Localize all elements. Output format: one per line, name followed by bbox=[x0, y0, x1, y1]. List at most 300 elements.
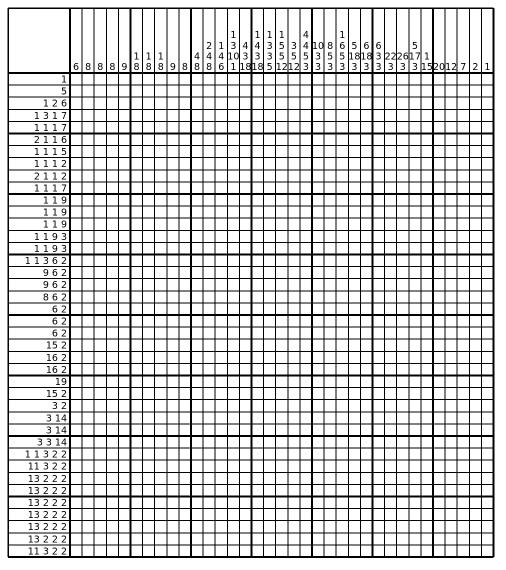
grid-cell[interactable] bbox=[481, 472, 493, 484]
grid-cell[interactable] bbox=[469, 291, 481, 303]
grid-cell[interactable] bbox=[203, 303, 215, 315]
grid-cell[interactable] bbox=[445, 400, 457, 412]
grid-cell[interactable] bbox=[167, 351, 179, 363]
grid-cell[interactable] bbox=[143, 339, 155, 351]
grid-cell[interactable] bbox=[360, 545, 372, 557]
grid-cell[interactable] bbox=[252, 170, 264, 182]
grid-cell[interactable] bbox=[324, 85, 336, 97]
grid-cell[interactable] bbox=[70, 230, 82, 242]
grid-cell[interactable] bbox=[469, 448, 481, 460]
grid-cell[interactable] bbox=[433, 521, 445, 533]
grid-cell[interactable] bbox=[312, 436, 324, 448]
grid-cell[interactable] bbox=[167, 291, 179, 303]
grid-cell[interactable] bbox=[167, 73, 179, 85]
grid-cell[interactable] bbox=[312, 230, 324, 242]
grid-cell[interactable] bbox=[118, 85, 130, 97]
grid-cell[interactable] bbox=[94, 436, 106, 448]
grid-cell[interactable] bbox=[82, 339, 94, 351]
grid-cell[interactable] bbox=[421, 509, 433, 521]
grid-cell[interactable] bbox=[191, 158, 203, 170]
grid-cell[interactable] bbox=[82, 472, 94, 484]
grid-cell[interactable] bbox=[203, 146, 215, 158]
grid-cell[interactable] bbox=[373, 194, 385, 206]
grid-cell[interactable] bbox=[348, 242, 360, 254]
grid-cell[interactable] bbox=[469, 497, 481, 509]
grid-cell[interactable] bbox=[445, 376, 457, 388]
grid-cell[interactable] bbox=[167, 484, 179, 496]
grid-cell[interactable] bbox=[179, 351, 191, 363]
grid-cell[interactable] bbox=[227, 85, 239, 97]
grid-cell[interactable] bbox=[167, 146, 179, 158]
grid-cell[interactable] bbox=[155, 472, 167, 484]
grid-cell[interactable] bbox=[94, 279, 106, 291]
grid-cell[interactable] bbox=[324, 158, 336, 170]
grid-cell[interactable] bbox=[336, 363, 348, 375]
grid-cell[interactable] bbox=[143, 242, 155, 254]
grid-cell[interactable] bbox=[118, 303, 130, 315]
grid-cell[interactable] bbox=[179, 218, 191, 230]
grid-cell[interactable] bbox=[70, 255, 82, 267]
grid-cell[interactable] bbox=[118, 194, 130, 206]
grid-cell[interactable] bbox=[239, 134, 251, 146]
grid-cell[interactable] bbox=[179, 303, 191, 315]
grid-cell[interactable] bbox=[215, 194, 227, 206]
grid-cell[interactable] bbox=[433, 315, 445, 327]
grid-cell[interactable] bbox=[409, 206, 421, 218]
grid-cell[interactable] bbox=[167, 327, 179, 339]
grid-cell[interactable] bbox=[421, 109, 433, 121]
grid-cell[interactable] bbox=[481, 134, 493, 146]
grid-cell[interactable] bbox=[191, 327, 203, 339]
grid-cell[interactable] bbox=[203, 97, 215, 109]
grid-cell[interactable] bbox=[215, 170, 227, 182]
grid-cell[interactable] bbox=[118, 472, 130, 484]
grid-cell[interactable] bbox=[276, 327, 288, 339]
grid-cell[interactable] bbox=[252, 545, 264, 557]
grid-cell[interactable] bbox=[227, 412, 239, 424]
grid-cell[interactable] bbox=[106, 73, 118, 85]
grid-cell[interactable] bbox=[324, 497, 336, 509]
grid-cell[interactable] bbox=[336, 194, 348, 206]
grid-cell[interactable] bbox=[288, 134, 300, 146]
grid-cell[interactable] bbox=[131, 363, 143, 375]
grid-cell[interactable] bbox=[167, 218, 179, 230]
grid-cell[interactable] bbox=[373, 472, 385, 484]
grid-cell[interactable] bbox=[445, 218, 457, 230]
grid-cell[interactable] bbox=[348, 170, 360, 182]
grid-cell[interactable] bbox=[288, 436, 300, 448]
grid-cell[interactable] bbox=[373, 521, 385, 533]
grid-cell[interactable] bbox=[94, 533, 106, 545]
grid-cell[interactable] bbox=[300, 412, 312, 424]
grid-cell[interactable] bbox=[288, 158, 300, 170]
grid-cell[interactable] bbox=[445, 484, 457, 496]
grid-cell[interactable] bbox=[155, 97, 167, 109]
grid-cell[interactable] bbox=[445, 121, 457, 133]
grid-cell[interactable] bbox=[445, 315, 457, 327]
grid-cell[interactable] bbox=[300, 97, 312, 109]
grid-cell[interactable] bbox=[385, 315, 397, 327]
grid-cell[interactable] bbox=[203, 545, 215, 557]
grid-cell[interactable] bbox=[385, 303, 397, 315]
grid-cell[interactable] bbox=[239, 497, 251, 509]
grid-cell[interactable] bbox=[264, 436, 276, 448]
grid-cell[interactable] bbox=[215, 146, 227, 158]
grid-cell[interactable] bbox=[191, 472, 203, 484]
grid-cell[interactable] bbox=[409, 521, 421, 533]
grid-cell[interactable] bbox=[312, 509, 324, 521]
grid-cell[interactable] bbox=[252, 460, 264, 472]
grid-cell[interactable] bbox=[227, 267, 239, 279]
grid-cell[interactable] bbox=[118, 400, 130, 412]
grid-cell[interactable] bbox=[215, 351, 227, 363]
grid-cell[interactable] bbox=[385, 121, 397, 133]
grid-cell[interactable] bbox=[360, 315, 372, 327]
grid-cell[interactable] bbox=[106, 533, 118, 545]
grid-cell[interactable] bbox=[385, 182, 397, 194]
grid-cell[interactable] bbox=[94, 73, 106, 85]
grid-cell[interactable] bbox=[457, 376, 469, 388]
grid-cell[interactable] bbox=[264, 134, 276, 146]
grid-cell[interactable] bbox=[131, 73, 143, 85]
grid-cell[interactable] bbox=[94, 339, 106, 351]
grid-cell[interactable] bbox=[373, 73, 385, 85]
grid-cell[interactable] bbox=[445, 267, 457, 279]
grid-cell[interactable] bbox=[288, 376, 300, 388]
grid-cell[interactable] bbox=[469, 351, 481, 363]
grid-cell[interactable] bbox=[300, 194, 312, 206]
grid-cell[interactable] bbox=[203, 327, 215, 339]
grid-cell[interactable] bbox=[203, 170, 215, 182]
grid-cell[interactable] bbox=[433, 545, 445, 557]
grid-cell[interactable] bbox=[409, 85, 421, 97]
grid-cell[interactable] bbox=[167, 521, 179, 533]
grid-cell[interactable] bbox=[131, 291, 143, 303]
grid-cell[interactable] bbox=[106, 509, 118, 521]
grid-cell[interactable] bbox=[397, 497, 409, 509]
grid-cell[interactable] bbox=[336, 315, 348, 327]
grid-cell[interactable] bbox=[106, 351, 118, 363]
grid-cell[interactable] bbox=[264, 484, 276, 496]
grid-cell[interactable] bbox=[276, 376, 288, 388]
grid-cell[interactable] bbox=[82, 533, 94, 545]
grid-cell[interactable] bbox=[70, 218, 82, 230]
grid-cell[interactable] bbox=[118, 97, 130, 109]
grid-cell[interactable] bbox=[264, 255, 276, 267]
grid-cell[interactable] bbox=[143, 424, 155, 436]
grid-cell[interactable] bbox=[143, 448, 155, 460]
grid-cell[interactable] bbox=[373, 448, 385, 460]
grid-cell[interactable] bbox=[167, 460, 179, 472]
grid-cell[interactable] bbox=[143, 545, 155, 557]
grid-cell[interactable] bbox=[143, 97, 155, 109]
grid-cell[interactable] bbox=[155, 85, 167, 97]
grid-cell[interactable] bbox=[373, 327, 385, 339]
grid-cell[interactable] bbox=[118, 448, 130, 460]
grid-cell[interactable] bbox=[433, 230, 445, 242]
grid-cell[interactable] bbox=[155, 303, 167, 315]
grid-cell[interactable] bbox=[457, 97, 469, 109]
grid-cell[interactable] bbox=[143, 521, 155, 533]
grid-cell[interactable] bbox=[433, 424, 445, 436]
grid-cell[interactable] bbox=[373, 230, 385, 242]
grid-cell[interactable] bbox=[300, 315, 312, 327]
grid-cell[interactable] bbox=[360, 448, 372, 460]
grid-cell[interactable] bbox=[288, 218, 300, 230]
grid-cell[interactable] bbox=[445, 521, 457, 533]
grid-cell[interactable] bbox=[70, 97, 82, 109]
grid-cell[interactable] bbox=[409, 424, 421, 436]
grid-cell[interactable] bbox=[252, 194, 264, 206]
grid-cell[interactable] bbox=[397, 134, 409, 146]
grid-cell[interactable] bbox=[106, 339, 118, 351]
grid-cell[interactable] bbox=[433, 436, 445, 448]
grid-cell[interactable] bbox=[481, 121, 493, 133]
grid-cell[interactable] bbox=[276, 545, 288, 557]
grid-cell[interactable] bbox=[70, 424, 82, 436]
grid-cell[interactable] bbox=[70, 267, 82, 279]
grid-cell[interactable] bbox=[264, 497, 276, 509]
grid-cell[interactable] bbox=[143, 351, 155, 363]
grid-cell[interactable] bbox=[421, 218, 433, 230]
grid-cell[interactable] bbox=[227, 255, 239, 267]
grid-cell[interactable] bbox=[481, 351, 493, 363]
grid-cell[interactable] bbox=[264, 521, 276, 533]
grid-cell[interactable] bbox=[433, 97, 445, 109]
grid-cell[interactable] bbox=[94, 206, 106, 218]
grid-cell[interactable] bbox=[106, 242, 118, 254]
grid-cell[interactable] bbox=[348, 339, 360, 351]
grid-cell[interactable] bbox=[264, 460, 276, 472]
grid-cell[interactable] bbox=[397, 170, 409, 182]
grid-cell[interactable] bbox=[70, 146, 82, 158]
grid-cell[interactable] bbox=[143, 170, 155, 182]
grid-cell[interactable] bbox=[348, 424, 360, 436]
grid-cell[interactable] bbox=[373, 121, 385, 133]
grid-cell[interactable] bbox=[457, 279, 469, 291]
grid-cell[interactable] bbox=[457, 388, 469, 400]
grid-cell[interactable] bbox=[324, 448, 336, 460]
grid-cell[interactable] bbox=[155, 497, 167, 509]
grid-cell[interactable] bbox=[348, 255, 360, 267]
grid-cell[interactable] bbox=[324, 315, 336, 327]
grid-cell[interactable] bbox=[143, 497, 155, 509]
grid-cell[interactable] bbox=[239, 545, 251, 557]
grid-cell[interactable] bbox=[179, 533, 191, 545]
grid-cell[interactable] bbox=[288, 448, 300, 460]
grid-cell[interactable] bbox=[167, 363, 179, 375]
grid-cell[interactable] bbox=[82, 545, 94, 557]
grid-cell[interactable] bbox=[179, 158, 191, 170]
grid-cell[interactable] bbox=[215, 230, 227, 242]
grid-cell[interactable] bbox=[457, 509, 469, 521]
grid-cell[interactable] bbox=[421, 388, 433, 400]
grid-cell[interactable] bbox=[106, 85, 118, 97]
grid-cell[interactable] bbox=[457, 267, 469, 279]
grid-cell[interactable] bbox=[167, 448, 179, 460]
grid-cell[interactable] bbox=[373, 267, 385, 279]
grid-cell[interactable] bbox=[348, 279, 360, 291]
grid-cell[interactable] bbox=[143, 255, 155, 267]
grid-cell[interactable] bbox=[239, 97, 251, 109]
grid-cell[interactable] bbox=[360, 279, 372, 291]
grid-cell[interactable] bbox=[191, 400, 203, 412]
grid-cell[interactable] bbox=[203, 400, 215, 412]
grid-cell[interactable] bbox=[360, 363, 372, 375]
grid-cell[interactable] bbox=[70, 158, 82, 170]
grid-cell[interactable] bbox=[143, 315, 155, 327]
grid-cell[interactable] bbox=[131, 97, 143, 109]
grid-cell[interactable] bbox=[143, 182, 155, 194]
grid-cell[interactable] bbox=[433, 279, 445, 291]
grid-cell[interactable] bbox=[433, 255, 445, 267]
grid-cell[interactable] bbox=[373, 109, 385, 121]
grid-cell[interactable] bbox=[239, 412, 251, 424]
grid-cell[interactable] bbox=[457, 339, 469, 351]
grid-cell[interactable] bbox=[215, 327, 227, 339]
grid-cell[interactable] bbox=[457, 351, 469, 363]
grid-cell[interactable] bbox=[373, 436, 385, 448]
grid-cell[interactable] bbox=[312, 182, 324, 194]
grid-cell[interactable] bbox=[469, 460, 481, 472]
grid-cell[interactable] bbox=[481, 545, 493, 557]
grid-cell[interactable] bbox=[179, 206, 191, 218]
grid-cell[interactable] bbox=[336, 206, 348, 218]
grid-cell[interactable] bbox=[373, 146, 385, 158]
grid-cell[interactable] bbox=[469, 230, 481, 242]
grid-cell[interactable] bbox=[360, 230, 372, 242]
grid-cell[interactable] bbox=[397, 279, 409, 291]
grid-cell[interactable] bbox=[118, 279, 130, 291]
grid-cell[interactable] bbox=[457, 400, 469, 412]
grid-cell[interactable] bbox=[82, 291, 94, 303]
grid-cell[interactable] bbox=[360, 497, 372, 509]
grid-cell[interactable] bbox=[252, 424, 264, 436]
grid-cell[interactable] bbox=[82, 109, 94, 121]
grid-cell[interactable] bbox=[445, 303, 457, 315]
grid-cell[interactable] bbox=[131, 388, 143, 400]
grid-cell[interactable] bbox=[264, 267, 276, 279]
grid-cell[interactable] bbox=[94, 509, 106, 521]
grid-cell[interactable] bbox=[373, 255, 385, 267]
grid-cell[interactable] bbox=[227, 497, 239, 509]
grid-cell[interactable] bbox=[348, 363, 360, 375]
grid-cell[interactable] bbox=[312, 460, 324, 472]
grid-cell[interactable] bbox=[336, 436, 348, 448]
grid-cell[interactable] bbox=[191, 388, 203, 400]
grid-cell[interactable] bbox=[155, 206, 167, 218]
grid-cell[interactable] bbox=[106, 146, 118, 158]
grid-cell[interactable] bbox=[481, 73, 493, 85]
grid-cell[interactable] bbox=[312, 109, 324, 121]
grid-cell[interactable] bbox=[421, 448, 433, 460]
grid-cell[interactable] bbox=[385, 97, 397, 109]
grid-cell[interactable] bbox=[215, 545, 227, 557]
grid-cell[interactable] bbox=[288, 267, 300, 279]
grid-cell[interactable] bbox=[203, 363, 215, 375]
grid-cell[interactable] bbox=[203, 460, 215, 472]
grid-cell[interactable] bbox=[191, 230, 203, 242]
grid-cell[interactable] bbox=[312, 279, 324, 291]
grid-cell[interactable] bbox=[143, 363, 155, 375]
grid-cell[interactable] bbox=[155, 73, 167, 85]
grid-cell[interactable] bbox=[373, 533, 385, 545]
grid-cell[interactable] bbox=[252, 279, 264, 291]
grid-cell[interactable] bbox=[191, 170, 203, 182]
grid-cell[interactable] bbox=[276, 400, 288, 412]
grid-cell[interactable] bbox=[385, 376, 397, 388]
grid-cell[interactable] bbox=[131, 218, 143, 230]
grid-cell[interactable] bbox=[155, 521, 167, 533]
grid-cell[interactable] bbox=[118, 121, 130, 133]
grid-cell[interactable] bbox=[276, 218, 288, 230]
grid-cell[interactable] bbox=[409, 230, 421, 242]
grid-cell[interactable] bbox=[239, 327, 251, 339]
grid-cell[interactable] bbox=[252, 327, 264, 339]
grid-cell[interactable] bbox=[360, 97, 372, 109]
grid-cell[interactable] bbox=[143, 376, 155, 388]
grid-cell[interactable] bbox=[82, 85, 94, 97]
grid-cell[interactable] bbox=[276, 121, 288, 133]
grid-cell[interactable] bbox=[276, 497, 288, 509]
grid-cell[interactable] bbox=[481, 339, 493, 351]
grid-cell[interactable] bbox=[215, 497, 227, 509]
grid-cell[interactable] bbox=[481, 436, 493, 448]
grid-cell[interactable] bbox=[239, 509, 251, 521]
grid-cell[interactable] bbox=[106, 460, 118, 472]
grid-cell[interactable] bbox=[167, 85, 179, 97]
grid-cell[interactable] bbox=[203, 134, 215, 146]
grid-cell[interactable] bbox=[70, 73, 82, 85]
grid-cell[interactable] bbox=[252, 85, 264, 97]
grid-cell[interactable] bbox=[373, 460, 385, 472]
grid-cell[interactable] bbox=[82, 206, 94, 218]
grid-cell[interactable] bbox=[457, 303, 469, 315]
grid-cell[interactable] bbox=[118, 388, 130, 400]
grid-cell[interactable] bbox=[252, 146, 264, 158]
grid-cell[interactable] bbox=[469, 376, 481, 388]
grid-cell[interactable] bbox=[373, 497, 385, 509]
grid-cell[interactable] bbox=[227, 218, 239, 230]
grid-cell[interactable] bbox=[106, 521, 118, 533]
grid-cell[interactable] bbox=[82, 436, 94, 448]
grid-cell[interactable] bbox=[276, 339, 288, 351]
grid-cell[interactable] bbox=[191, 279, 203, 291]
grid-cell[interactable] bbox=[227, 303, 239, 315]
grid-cell[interactable] bbox=[445, 134, 457, 146]
grid-cell[interactable] bbox=[348, 109, 360, 121]
grid-cell[interactable] bbox=[179, 291, 191, 303]
grid-cell[interactable] bbox=[118, 376, 130, 388]
grid-cell[interactable] bbox=[131, 460, 143, 472]
grid-cell[interactable] bbox=[70, 327, 82, 339]
grid-cell[interactable] bbox=[336, 424, 348, 436]
grid-cell[interactable] bbox=[469, 194, 481, 206]
grid-cell[interactable] bbox=[227, 436, 239, 448]
grid-cell[interactable] bbox=[70, 315, 82, 327]
grid-cell[interactable] bbox=[312, 170, 324, 182]
grid-cell[interactable] bbox=[288, 194, 300, 206]
grid-cell[interactable] bbox=[457, 521, 469, 533]
grid-cell[interactable] bbox=[227, 400, 239, 412]
grid-cell[interactable] bbox=[264, 109, 276, 121]
grid-cell[interactable] bbox=[360, 436, 372, 448]
grid-cell[interactable] bbox=[360, 351, 372, 363]
grid-cell[interactable] bbox=[118, 339, 130, 351]
grid-cell[interactable] bbox=[227, 206, 239, 218]
grid-cell[interactable] bbox=[421, 291, 433, 303]
grid-cell[interactable] bbox=[203, 509, 215, 521]
